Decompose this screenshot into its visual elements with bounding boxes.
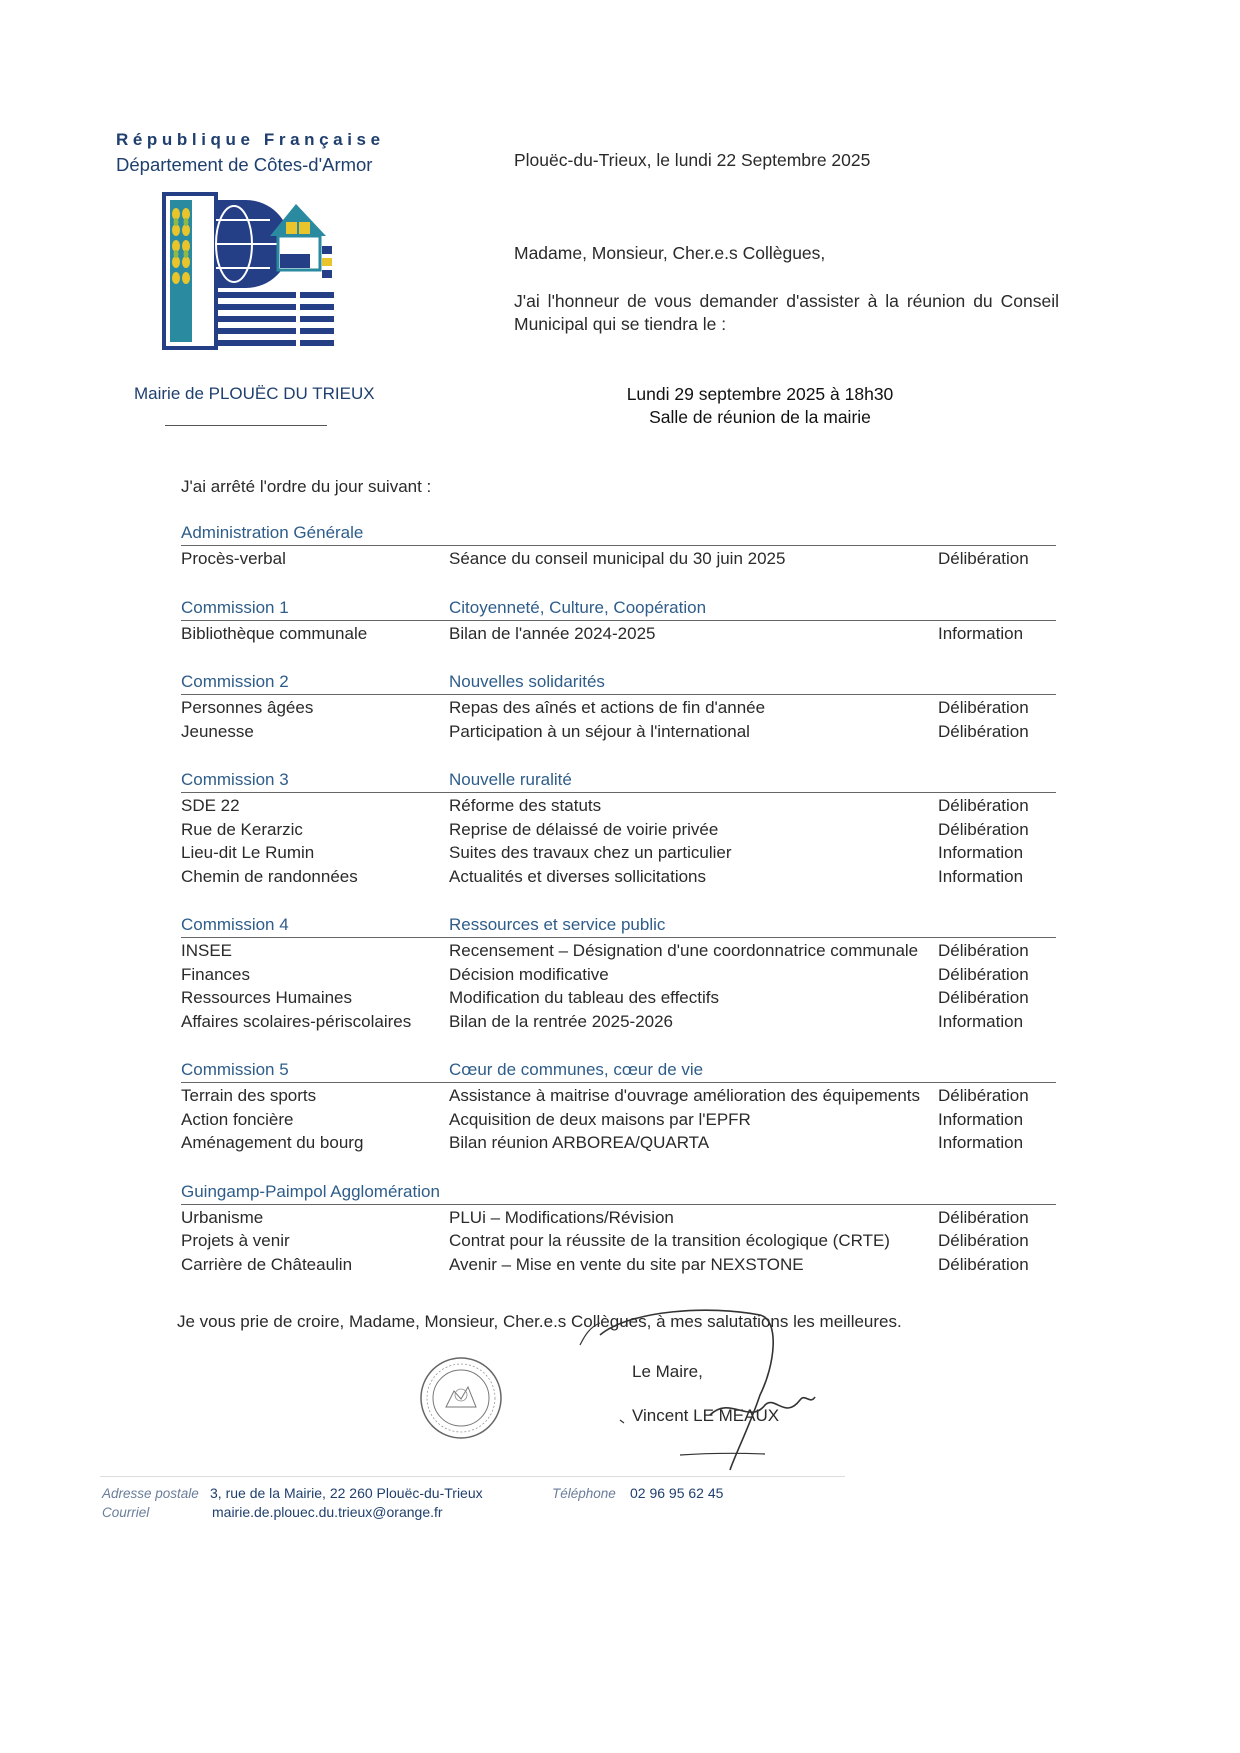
agenda-item-detail: Recensement – Désignation d'une coordonnatrice communale: [449, 941, 919, 960]
signer-title: Le Maire,: [632, 1362, 703, 1381]
meeting-block: [560, 383, 960, 429]
meeting-date: Lundi 29 septembre 2025 à 18h30: [626, 384, 894, 404]
agenda-intro: J'ai arrêté l'ordre du jour suivant :: [181, 477, 432, 496]
agenda-item-type: Délibération: [938, 964, 1029, 984]
agenda-item-subject: Affaires scolaires-périscolaires: [181, 1011, 412, 1031]
agenda-item-type: Information: [938, 1011, 1024, 1031]
agenda-item-type: Information: [938, 843, 1024, 862]
agenda-item-type: Information: [938, 1109, 1024, 1129]
agenda-item-subject: INSEE: [181, 941, 233, 960]
agenda-item-subject: Terrain des sports: [181, 1086, 317, 1105]
agenda-section-title: Commission 5: [181, 1060, 289, 1079]
agenda-item-type: Délibération: [938, 1207, 1029, 1227]
agenda-item-detail: Assistance à maitrise d'ouvrage amélioration des équipements: [449, 1086, 920, 1105]
agenda-section-theme: Ressources et service public: [449, 915, 666, 934]
agenda-item-detail: Contrat pour la réussite de la transition écologique (CRTE): [449, 1231, 890, 1250]
postal-address: 3, rue de la Mairie, 22 260 Plouëc-du-Trieux: [210, 1485, 483, 1501]
agenda-item-subject: Personnes âgées: [181, 698, 314, 717]
agenda-item-type: Délibération: [938, 1231, 1029, 1250]
agenda-item-type: Information: [938, 623, 1024, 643]
agenda-section-rule: [181, 620, 1056, 621]
agenda-item-detail: Décision modificative: [449, 964, 609, 984]
agenda-item-detail: Séance du conseil municipal du 30 juin 2025: [449, 549, 786, 568]
agenda-item-type: Délibération: [938, 549, 1029, 568]
agenda-item-subject: Chemin de randonnées: [181, 866, 358, 886]
agenda-item-detail: PLUi – Modifications/Révision: [449, 1207, 674, 1227]
salutation: Madame, Monsieur, Cher.e.s Collègues,: [514, 243, 826, 263]
agenda-item-type: Délibération: [938, 1254, 1029, 1274]
agenda-section-rule: [181, 694, 1056, 695]
agenda-item-detail: Avenir – Mise en vente du site par NEXSTONE: [449, 1254, 804, 1274]
agenda-item-subject: Bibliothèque communale: [181, 623, 368, 643]
agenda-section-theme: Citoyenneté, Culture, Coopération: [449, 597, 707, 617]
agenda-section-title: Guingamp-Paimpol Agglomération: [181, 1181, 440, 1201]
agenda-item-subject: Action foncière: [181, 1109, 294, 1129]
mairie-logo: [160, 192, 338, 352]
agenda-item-detail: Acquisition de deux maisons par l'EPFR: [449, 1109, 751, 1129]
agenda-section-title: Commission 3: [181, 770, 289, 789]
agenda-item-detail: Modification du tableau des effectifs: [449, 988, 719, 1007]
agenda-item-type: Délibération: [938, 698, 1029, 717]
agenda-section-title: Commission 4: [181, 915, 289, 934]
agenda-section-theme: Cœur de communes, cœur de vie: [449, 1060, 704, 1079]
agenda-item-type: Information: [938, 866, 1024, 886]
agenda-section-rule: [181, 1082, 1056, 1083]
agenda-item-type: Délibération: [938, 988, 1029, 1007]
agenda-item-detail: Actualités et diverses sollicitations: [449, 866, 707, 886]
mairie-seal-stamp: [418, 1355, 504, 1441]
mairie-name: Mairie de PLOUËC DU TRIEUX: [134, 384, 375, 403]
agenda-item-detail: Réforme des statuts: [449, 796, 602, 815]
agenda-item-subject: SDE 22: [181, 796, 240, 815]
agenda-item-subject: Lieu-dit Le Rumin: [181, 843, 315, 862]
closing-formula: Je vous prie de croire, Madame, Monsieur, Cher.e.s Collègues, à mes salutations les meilleures.: [177, 1312, 902, 1331]
agenda-item-subject: Carrière de Châteaulin: [181, 1254, 353, 1274]
republique-francaise: République Française: [116, 130, 385, 149]
mail-link[interactable]: mairie.de.plouec.du.trieux@orange.fr: [212, 1504, 443, 1520]
agenda-item-detail: Participation à un séjour à l'international: [449, 721, 750, 741]
agenda-item-detail: Bilan de l'année 2024-2025: [449, 623, 656, 643]
agenda-item-type: Délibération: [938, 721, 1029, 741]
agenda-item-subject: Urbanisme: [181, 1207, 264, 1227]
agenda-item-subject: Projets à venir: [181, 1231, 290, 1250]
agenda-item-subject: Finances: [181, 964, 250, 984]
departement-label: Département de Côtes-d'Armor: [116, 154, 373, 175]
agenda-item-type: Délibération: [938, 796, 1029, 815]
agenda-item-subject: Ressources Humaines: [181, 988, 353, 1007]
agenda-item-detail: Reprise de délaissé de voirie privée: [449, 819, 719, 839]
agenda-item-subject: Jeunesse: [181, 721, 254, 741]
agenda-item-detail: Bilan de la rentrée 2025-2026: [449, 1011, 673, 1031]
footer-rule: [100, 1476, 845, 1477]
agenda-item-type: Délibération: [938, 1086, 1029, 1105]
phone-label: Téléphone: [552, 1486, 616, 1501]
agenda-section-title: Administration Générale: [181, 523, 364, 542]
agenda-section-theme: Nouvelle ruralité: [449, 770, 572, 789]
signer-name: Vincent LE MEAUX: [632, 1406, 780, 1425]
agenda-item-type: Information: [938, 1133, 1024, 1152]
agenda-item-detail: Repas des aînés et actions de fin d'année: [449, 698, 766, 717]
agenda-section-title: Commission 2: [181, 672, 289, 691]
mail-label: Courriel: [102, 1505, 150, 1520]
body-paragraph: J'ai l'honneur de vous demander d'assister à la réunion du Conseil Municipal qui se tiendra le :: [514, 291, 1059, 334]
mairie-underline: [165, 425, 327, 426]
agenda-section-theme: Nouvelles solidarités: [449, 672, 605, 691]
dateline: Plouëc-du-Trieux, le lundi 22 Septembre 2025: [514, 150, 871, 170]
agenda-item-subject: Rue de Kerarzic: [181, 819, 303, 839]
agenda-item-detail: Bilan réunion ARBOREA/QUARTA: [449, 1133, 710, 1152]
agenda-section-title: Commission 1: [181, 597, 289, 617]
address-label: Adresse postale: [102, 1486, 199, 1501]
agenda-section-rule: [181, 937, 1056, 938]
agenda-item-subject: Aménagement du bourg: [181, 1133, 364, 1152]
agenda-section-rule: [181, 1204, 1056, 1205]
agenda-item-detail: Suites des travaux chez un particulier: [449, 843, 732, 862]
agenda-item-type: Délibération: [938, 941, 1029, 960]
agenda-section-rule: [181, 792, 1056, 793]
agenda-section-rule: [181, 545, 1056, 546]
agenda-item-type: Délibération: [938, 819, 1029, 839]
agenda-item-subject: Procès-verbal: [181, 549, 286, 568]
phone-number: 02 96 95 62 45: [630, 1485, 724, 1501]
handwritten-signature: [560, 1305, 820, 1475]
meeting-place: Salle de réunion de la mairie: [649, 407, 871, 427]
